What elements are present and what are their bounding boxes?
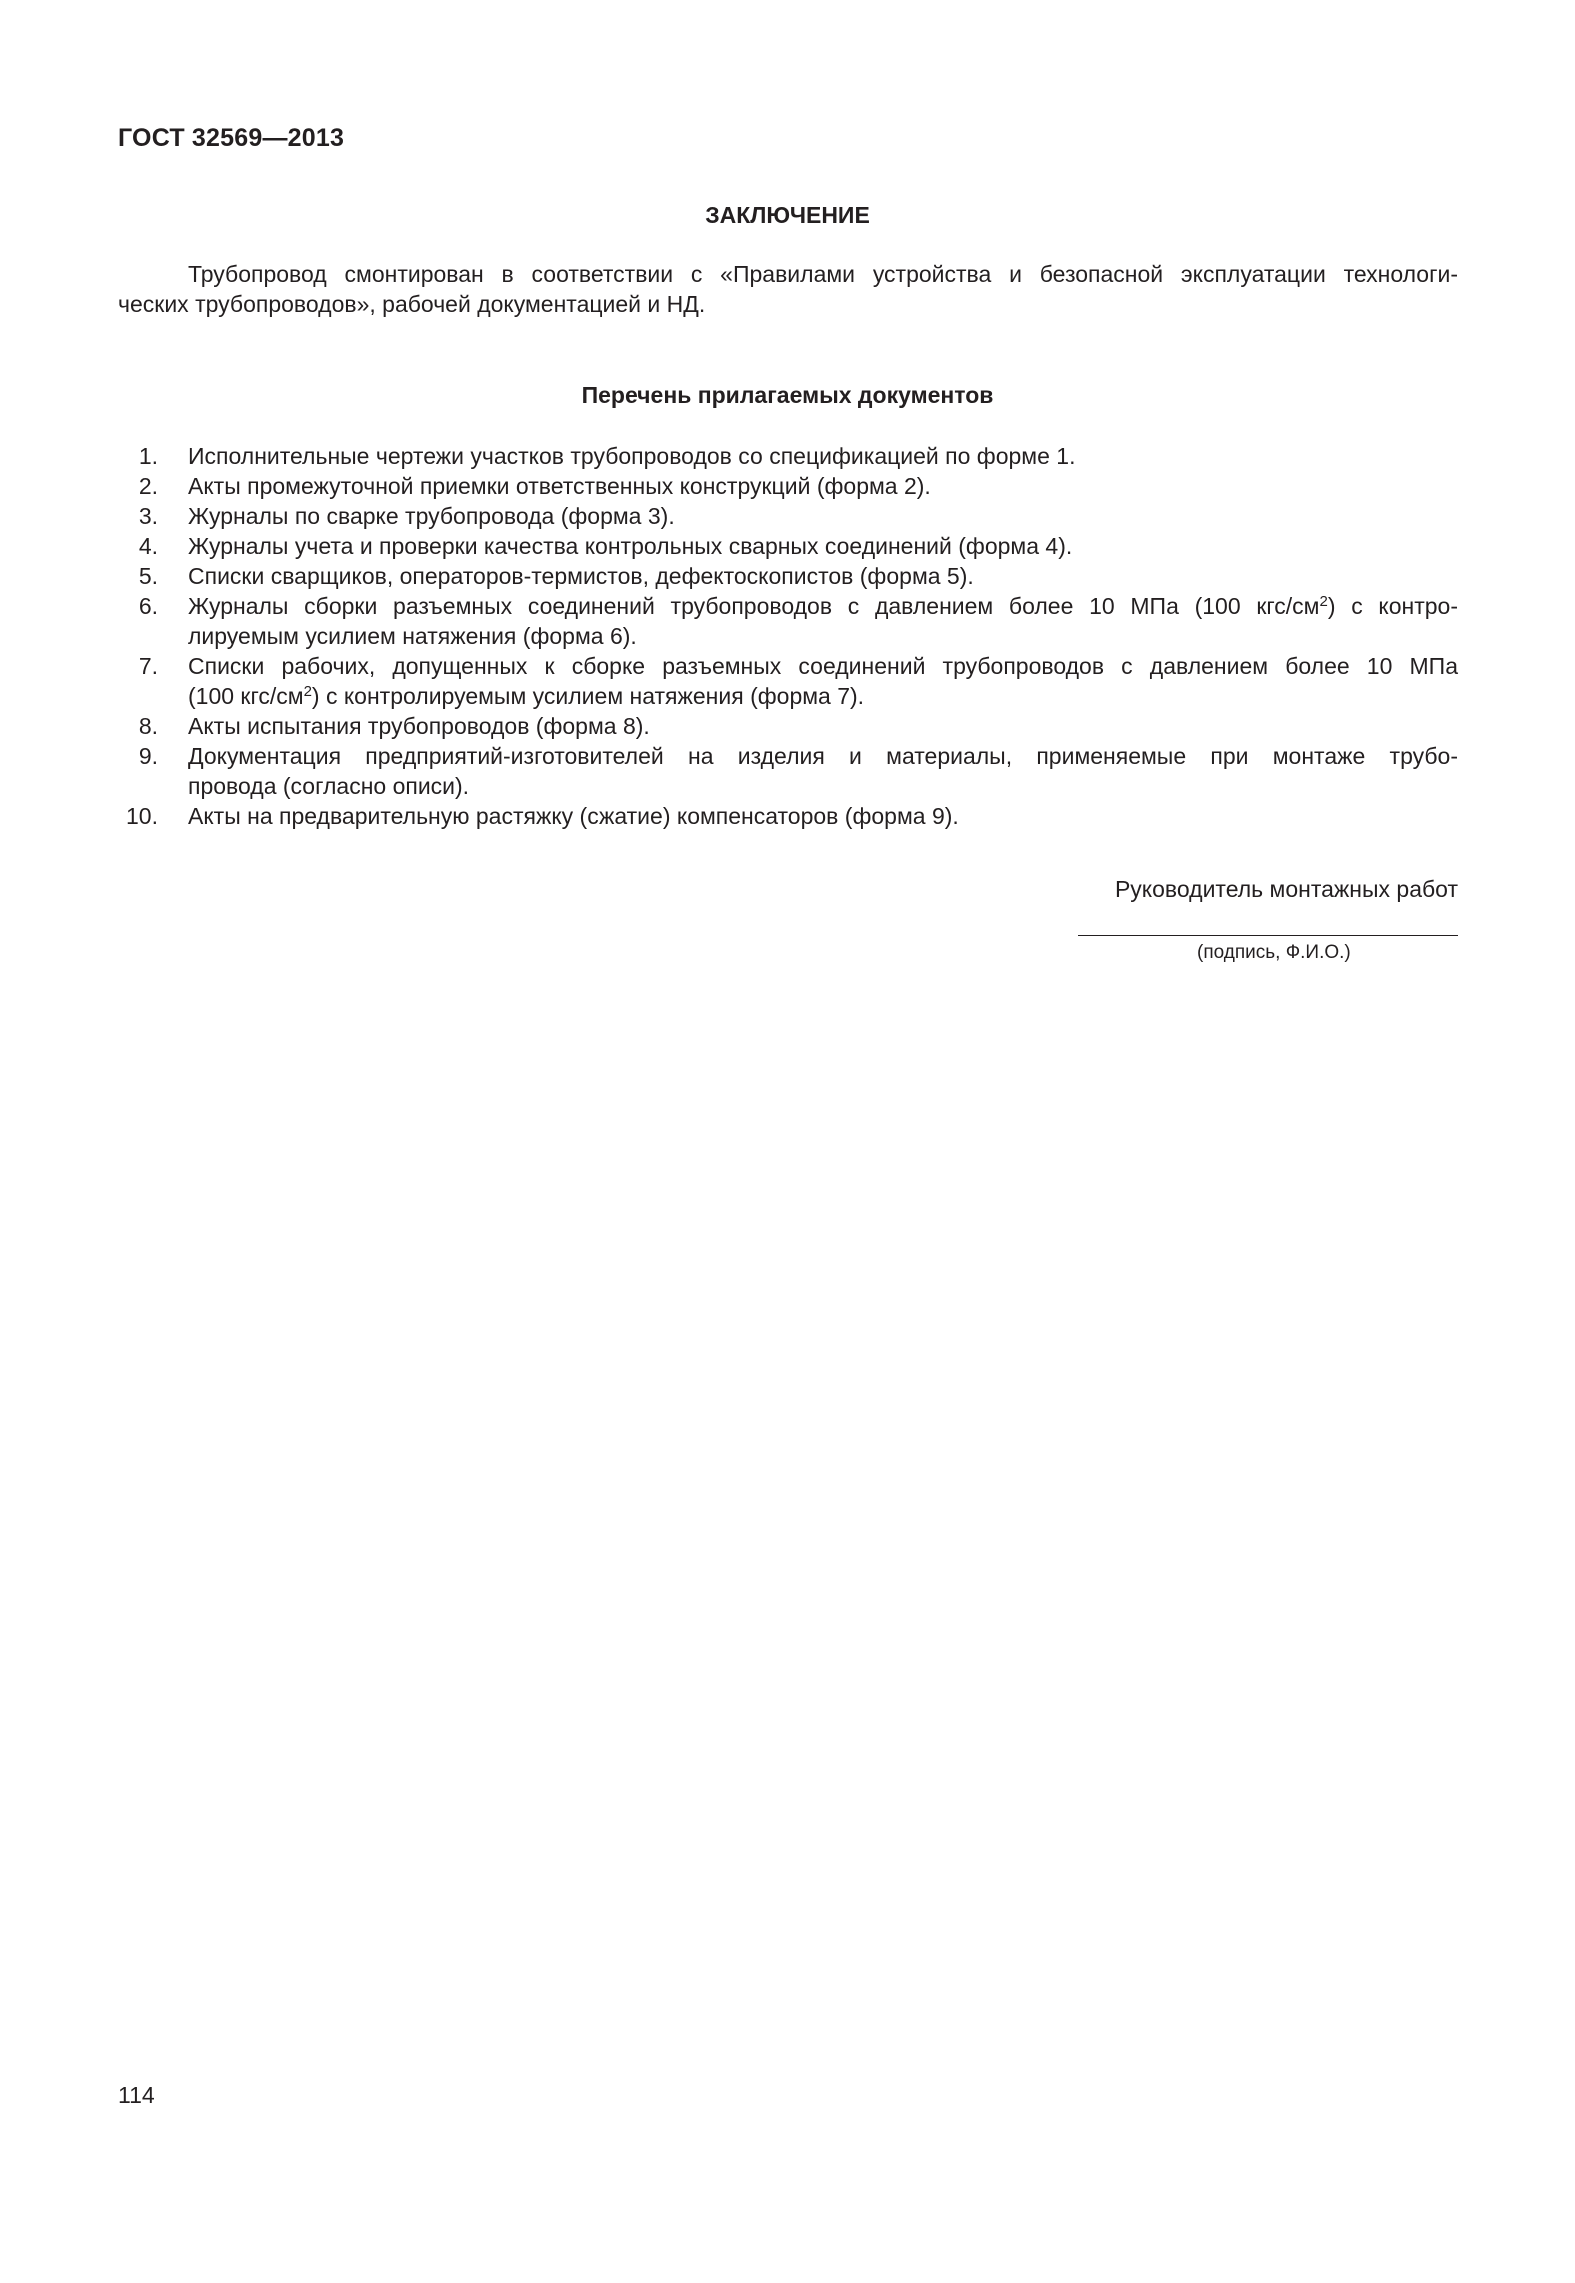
conclusion-paragraph xyxy=(118,259,1458,319)
list-item xyxy=(118,711,1458,741)
list-item-text: Исполнительные чертежи участков трубопроводов со спецификацией по форме 1. xyxy=(188,443,1076,469)
list-item-number: 2. xyxy=(138,473,158,499)
list-item-text-continued xyxy=(188,681,1458,711)
signature-line xyxy=(1078,935,1458,936)
document-code: ГОСТ 32569—2013 xyxy=(118,124,345,152)
conclusion-line-1: Трубопровод смонтирован в соответствии с «Правилами устройства и безопасной эксплуатации технологи- xyxy=(188,261,1458,287)
list-item-text-part: (100 кгс/см xyxy=(188,683,304,709)
list-item-text: Журналы по сварке трубопровода (форма 3). xyxy=(188,503,675,529)
list-item xyxy=(118,591,1458,651)
list-item-text-part: ) с контролируемым усилием натяжения (форма 7). xyxy=(311,683,865,709)
list-item-text-part: Журналы сборки разъемных соединений трубопроводов с давлением более 10 МПа (100 кгс/см xyxy=(188,593,1320,619)
list-item-number: 9. xyxy=(138,743,158,769)
list-item-number: 6. xyxy=(138,593,158,619)
list-item xyxy=(118,531,1458,561)
superscript: 2 xyxy=(303,683,312,700)
page-number: 114 xyxy=(118,2082,155,2108)
list-item-number: 3. xyxy=(138,503,158,529)
list-item xyxy=(118,741,1458,801)
list-item-text xyxy=(188,591,1458,621)
list-item-text: Акты испытания трубопроводов (форма 8). xyxy=(188,713,650,739)
list-item-text: Списки сварщиков, операторов-термистов, дефектоскопистов (форма 5). xyxy=(188,563,974,589)
list-item-number: 5. xyxy=(138,563,158,589)
list-item-text: Акты на предварительную растяжку (сжатие) компенсаторов (форма 9). xyxy=(188,803,959,829)
list-item xyxy=(118,501,1458,531)
attachments-title: Перечень прилагаемых документов xyxy=(581,382,994,408)
list-item-text: Акты промежуточной приемки ответственных конструкций (форма 2). xyxy=(188,473,931,499)
list-item-number: 8. xyxy=(138,713,158,739)
list-item-number: 7. xyxy=(138,653,158,679)
conclusion-title: ЗАКЛЮЧЕНИЕ xyxy=(705,202,870,228)
list-item-text: Документация предприятий-изготовителей на изделия и материалы, применяемые при монтаже трубо- xyxy=(188,743,1458,769)
list-item-number: 4. xyxy=(138,533,158,559)
list-item xyxy=(118,801,1458,831)
list-item-text-continued: провода (согласно описи). xyxy=(188,773,470,799)
list-item xyxy=(118,561,1458,591)
list-item-text: Списки рабочих, допущенных к сборке разъемных соединений трубопроводов с давлением более 10 МПа xyxy=(188,653,1458,679)
list-item-number: 10. xyxy=(126,803,158,829)
attachments-list xyxy=(118,441,1458,831)
list-item-text-continued: лируемым усилием натяжения (форма 6). xyxy=(188,623,637,649)
list-item xyxy=(118,471,1458,501)
list-item xyxy=(118,651,1458,711)
conclusion-line-2: ческих трубопроводов», рабочей документацией и НД. xyxy=(118,291,706,317)
list-item-text: Журналы учета и проверки качества контрольных сварных соединений (форма 4). xyxy=(188,533,1073,559)
signature-role: Руководитель монтажных работ xyxy=(1114,876,1458,902)
signature-caption: (подпись, Ф.И.О.) xyxy=(1197,942,1351,963)
list-item xyxy=(118,441,1458,471)
superscript: 2 xyxy=(1319,593,1328,610)
list-item-text-part: ) с контро- xyxy=(1327,593,1458,619)
list-item-number: 1. xyxy=(138,443,158,469)
